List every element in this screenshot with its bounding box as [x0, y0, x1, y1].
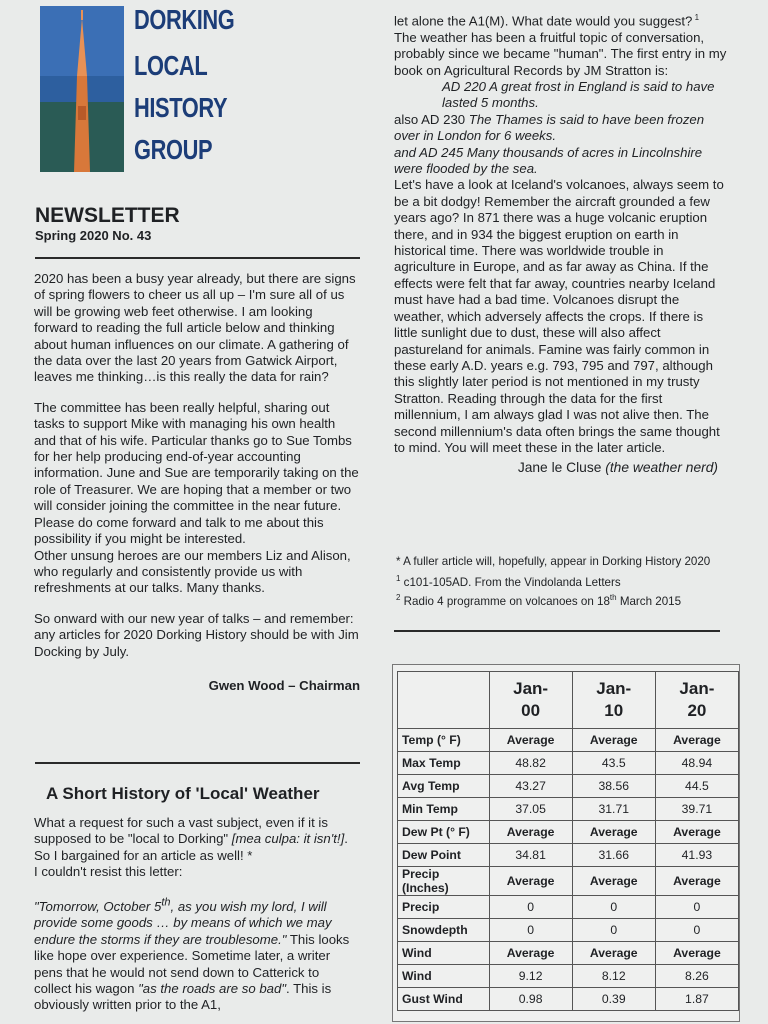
article-paragraph-3: The weather has been a fruitful topic of conversation, probably since we became "human". The first entry in my book on Agricultural Records by JM Stratton is:	[394, 29, 727, 78]
record-ad245: and AD 245 Many thousands of acres in Lincolnshire were flooded by the sea.	[394, 144, 703, 177]
divider	[35, 762, 360, 764]
newsletter-header	[35, 204, 180, 243]
divider	[35, 257, 360, 259]
table-cell: Average	[655, 729, 738, 752]
table-row-label: Wind	[398, 942, 490, 965]
table-corner-cell	[398, 672, 490, 729]
intro-paragraph-1: 2020 has been a busy year already, but there are signs of spring flowers to cheer us all up – I'm sure all of us will be growing web feet otherwise. I am looking forward to reading the full article below and thinking about human influences on our climate. A gathering of the data over the last 20 years from Gatwick Airport, leaves me thinking…is this really the data for rain?	[34, 271, 356, 385]
article-quote: "Tomorrow, October 5th, as you wish my lord, I will provide some goods … by means of which we may endure the storms if they are troublesome." This looks like hope over experience. Sometime later, a writer pens that he would not send down to Catterick to collect his wagon "as the roads are so bad". This is obviously written prior to the A1,	[34, 896, 350, 1013]
article-paragraph-2: let alone the A1(M). What date would you suggest? $^1$	[394, 13, 700, 29]
table-cell: 48.94	[655, 752, 738, 775]
table-row-label: Gust Wind	[398, 988, 490, 1011]
table-row	[398, 919, 739, 942]
table-cell: 0	[489, 919, 572, 942]
article-paragraph-4: Let's have a look at Iceland's volcanoes, always seem to be a bit dodgy! Remember the aircraft grounded a few years ago? In 871 there was a huge volcanic eruption there, and in 934 the biggest eruption on earth in historical time. There was worldwide trouble in agriculture in Europe, and as far away as China. If the effects were felt that far away, countries nearby Iceland must have had a bad time. Volcanoes disrupt the weather, which adversely affects the crops. If there is little sunlight due to dust, these will also affect pastureland for animals. Famine was fairly common in these early A.D. years e.g. 793, 795 and 797, although this slightly later period is not mentioned in my trusty Stratton. Reading through the data for the first millennium, I am always glad I was not alive then. The second millennium's data often brings the same thought to mind. You will meet these in the later article.	[394, 177, 724, 455]
table-row	[398, 752, 739, 775]
newsletter-issue: Spring 2020 No. 43	[35, 228, 152, 243]
weather-table	[397, 671, 739, 1011]
table-cell: 0	[655, 896, 738, 919]
table-row-label: Precip	[398, 896, 490, 919]
table-row-label: Min Temp	[398, 798, 490, 821]
table-cell: 8.12	[572, 965, 655, 988]
intro-paragraph-4: So onward with our new year of talks – and remember: any articles for 2020 Dorking History should be with Jim Docking by July.	[34, 610, 359, 659]
table-cell: Average	[489, 867, 572, 896]
table-row-label: Dew Pt (° F)	[398, 821, 490, 844]
table-cell: Average	[572, 729, 655, 752]
table-cell: Average	[572, 821, 655, 844]
table-row	[398, 965, 739, 988]
article-paragraph-1b: I couldn't resist this letter:	[34, 864, 183, 880]
table-row	[398, 988, 739, 1011]
table-cell: Average	[572, 867, 655, 896]
table-row	[398, 775, 739, 798]
intro-paragraph-3: Other unsung heroes are our members Liz and Alison, who regularly and consistently provide us with refreshments at our talks. Many thanks.	[34, 547, 351, 596]
table-row-label: Max Temp	[398, 752, 490, 775]
table-cell: 43.27	[489, 775, 572, 798]
table-cell: 0.39	[572, 988, 655, 1011]
article-author: Jane le Cluse (the weather nerd)	[517, 460, 718, 476]
article-title: A Short History of 'Local' Weather	[46, 784, 320, 803]
table-cell: 48.82	[489, 752, 572, 775]
table-header-row	[398, 672, 739, 729]
logo-word-group: GROUP	[134, 134, 213, 165]
table-cell: Average	[655, 867, 738, 896]
table-cell: 44.5	[655, 775, 738, 798]
logo-word-dorking: DORKING	[134, 4, 235, 35]
table-cell: Average	[489, 821, 572, 844]
table-cell: 34.81	[489, 844, 572, 867]
table-column-header: Jan- 00	[489, 672, 572, 729]
table-cell: 39.71	[655, 798, 738, 821]
table-cell: Average	[489, 942, 572, 965]
table-cell: 38.56	[572, 775, 655, 798]
table-row-label: Temp (° F)	[398, 729, 490, 752]
weather-table-container	[392, 664, 740, 1022]
table-cell: 0.98	[489, 988, 572, 1011]
table-cell: 8.26	[655, 965, 738, 988]
table-cell: Average	[655, 942, 738, 965]
table-cell: 0	[572, 919, 655, 942]
logo-word-local: LOCAL	[134, 50, 208, 81]
table-row	[398, 896, 739, 919]
footnote-star: * A fuller article will, hopefully, appear in Dorking History 2020	[396, 555, 711, 568]
table-cell: 0	[489, 896, 572, 919]
table-row-label: Snowdepth	[398, 919, 490, 942]
table-cell: 37.05	[489, 798, 572, 821]
table-row	[398, 821, 739, 844]
table-column-header: Jan- 10	[572, 672, 655, 729]
chairman-letter	[34, 271, 360, 694]
logo-word-history: HISTORY	[134, 92, 228, 123]
table-cell: Average	[489, 729, 572, 752]
table-row	[398, 867, 739, 896]
table-cell: 1.87	[655, 988, 738, 1011]
table-row-label: Precip (Inches)	[398, 867, 490, 896]
footnote-2: $^2$ Radio 4 programme on volcanoes on 18th March 2015	[396, 592, 682, 608]
footnote-1: $^1$ c101-105AD. From the Vindolanda Letters	[396, 574, 621, 589]
table-cell: 31.71	[572, 798, 655, 821]
table-cell: 43.5	[572, 752, 655, 775]
table-cell: 0	[655, 919, 738, 942]
intro-paragraph-2: The committee has been really helpful, sharing out tasks to support Mike with managing his own health and that of his wife. Particular thanks go to Sue Tombs for her help producing end-of-year accounting information. June and Sue are temporarily taking on the role of Treasurer. We are hoping that a member or two will consider joining the committee in the near future. Please do come forward and talk to me about this possibility if you might be interested.	[34, 399, 359, 547]
divider	[394, 630, 720, 632]
table-cell: Average	[655, 821, 738, 844]
table-row-label: Avg Temp	[398, 775, 490, 798]
article-title-block	[46, 784, 320, 804]
table-cell: 31.66	[572, 844, 655, 867]
article-paragraph-1: What a request for such a vast subject, even if it is supposed to be "local to Dorking" [mea culpa: it isn't!]. So I bargained for an article as well! *	[34, 815, 348, 863]
table-cell: 9.12	[489, 965, 572, 988]
table-row	[398, 942, 739, 965]
church-spire-icon	[40, 6, 124, 172]
table-cell: 41.93	[655, 844, 738, 867]
article-right-column	[394, 10, 728, 477]
record-ad230: also AD 230 The Thames is said to have been frozen over in London for 6 weeks.	[394, 111, 705, 144]
table-column-header: Jan- 20	[655, 672, 738, 729]
table-row-label: Wind	[398, 965, 490, 988]
table-row	[398, 798, 739, 821]
table-row	[398, 729, 739, 752]
table-cell: 0	[572, 896, 655, 919]
article-left-column	[34, 815, 360, 1014]
chairman-signature: Gwen Wood – Chairman	[208, 677, 360, 693]
table-cell: Average	[572, 942, 655, 965]
newsletter-title: NEWSLETTER	[35, 204, 180, 227]
record-ad220: AD 220 A great frost in England is said to have lasted 5 months.	[442, 79, 715, 111]
footnotes	[396, 554, 716, 609]
logo-image	[40, 6, 124, 172]
table-row-label: Dew Point	[398, 844, 490, 867]
table-row	[398, 844, 739, 867]
